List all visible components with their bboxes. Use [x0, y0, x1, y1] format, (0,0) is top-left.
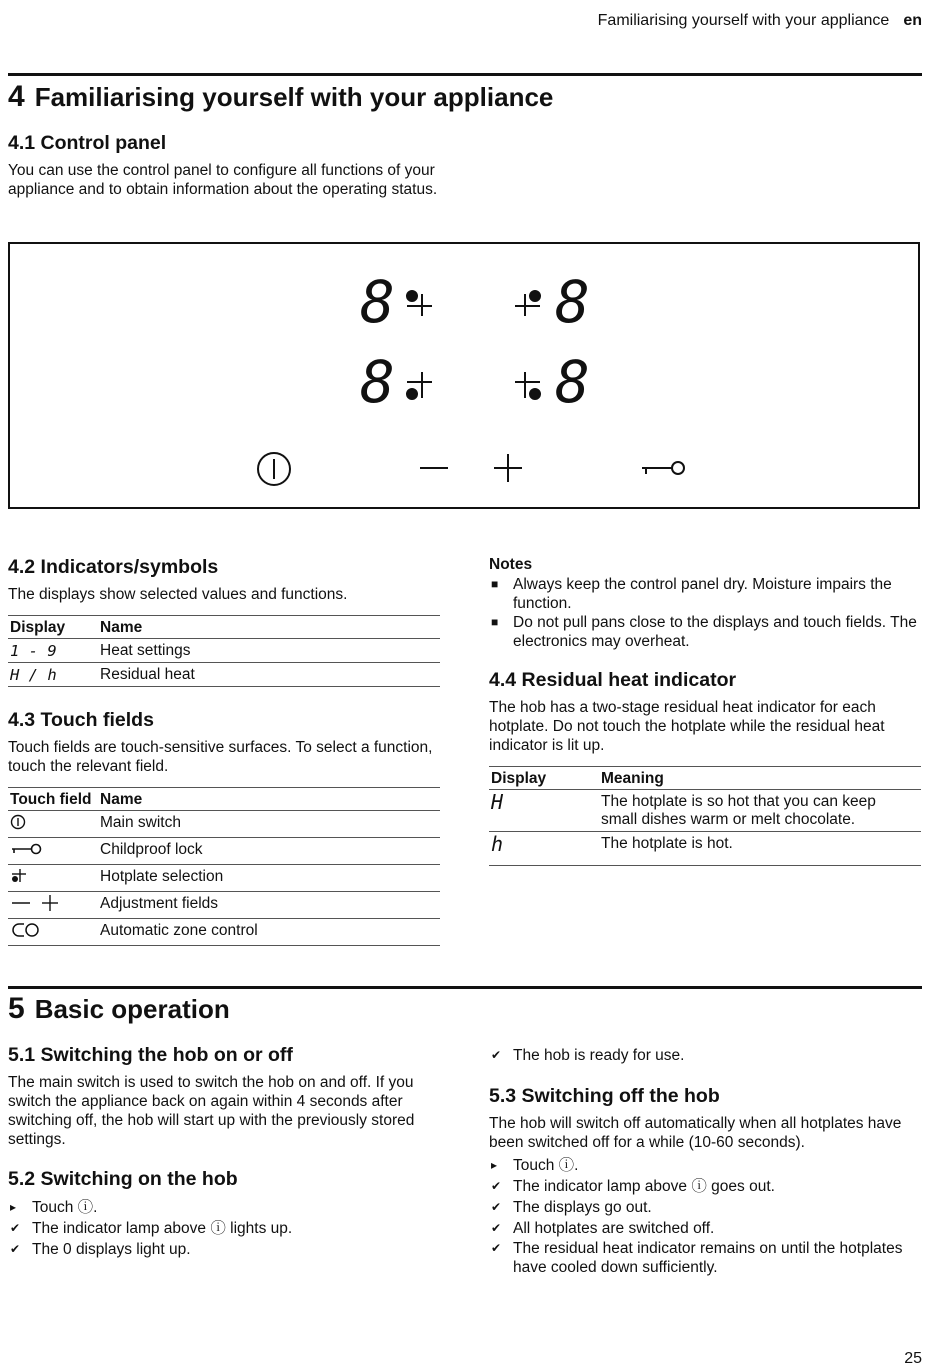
residual-heat-table	[489, 766, 921, 866]
hotplate-selection-icon	[407, 372, 432, 399]
column-header-name: Name	[98, 788, 440, 811]
result-text: The hob is ready for use.	[513, 1047, 685, 1064]
name-cell: Hotplate selection	[98, 865, 440, 892]
hotplate-selection-icon	[10, 868, 30, 884]
section-rule	[8, 73, 922, 76]
adjustment-icon	[10, 895, 62, 911]
section-number: 4	[8, 80, 25, 113]
childproof-lock-icon	[10, 841, 44, 857]
running-header-title: Familiarising yourself with your appliance	[597, 12, 890, 29]
display-digit: 8	[555, 348, 590, 416]
childproof-lock-icon	[642, 462, 684, 474]
subsection-4-4-text: The hob has a two-stage residual heat indicator for each hotplate. Do not touch the hotplate while the residual heat indicator is lit up.	[489, 699, 885, 754]
list-item	[489, 1218, 919, 1239]
step-text: Touch ⓘ.	[32, 1199, 98, 1216]
name-cell: Residual heat	[98, 663, 440, 687]
table-row	[489, 832, 921, 866]
step-text: The indicator lamp above ⓘ goes out.	[513, 1178, 775, 1195]
control-panel-illustration	[8, 242, 920, 509]
icon-cell	[8, 811, 98, 838]
checkmark-icon: ✔	[10, 1221, 21, 1235]
notes-list	[489, 575, 919, 651]
table-header-row	[489, 767, 921, 790]
hotplate-selection-icon	[515, 372, 540, 399]
step-text: All hotplates are switched off.	[513, 1220, 715, 1237]
display-digit: 8	[360, 348, 395, 416]
step-arrow-icon: ▸	[10, 1200, 17, 1214]
meaning-cell: The hotplate is so hot that you can keep small dishes warm or melt chocolate.	[599, 790, 921, 832]
section-title: Basic operation	[34, 994, 230, 1024]
step-text: The displays go out.	[513, 1199, 652, 1216]
table-row	[8, 838, 440, 865]
list-item	[489, 1046, 919, 1065]
table-row	[8, 865, 440, 892]
name-cell: Main switch	[98, 811, 440, 838]
table-row	[489, 790, 921, 832]
subsection-4-4-title: 4.4 Residual heat indicator	[489, 669, 737, 691]
step-text: The residual heat indicator remains on until the hotplates have cooled down sufficiently.	[513, 1240, 903, 1276]
control-panel-drawing	[10, 244, 918, 507]
subsection-4-2-text: The displays show selected values and functions.	[8, 586, 348, 603]
icon-cell	[8, 838, 98, 865]
square-bullet-icon: ■	[491, 577, 499, 591]
touch-fields-table	[8, 787, 440, 946]
table-row	[8, 811, 440, 838]
subsection-5-1-title: 5.1 Switching the hob on or off	[8, 1044, 293, 1066]
list-item	[489, 1239, 919, 1277]
hotplate-selection-icon	[515, 291, 540, 316]
checkmark-icon: ✔	[491, 1241, 502, 1255]
name-cell: Automatic zone control	[98, 919, 440, 946]
icon-cell	[8, 865, 98, 892]
list-item	[489, 613, 919, 651]
table-header-row	[8, 616, 440, 639]
subsection-4-3-text: Touch fields are touch-sensitive surfaces. To select a function, touch the relevant field.	[8, 739, 433, 775]
note-text: Do not pull pans close to the displays and touch fields. The electronics may overheat.	[513, 614, 917, 650]
section-title: Familiarising yourself with your appliance	[34, 82, 554, 112]
automatic-zone-icon	[10, 922, 44, 938]
subsection-4-3-title: 4.3 Touch fields	[8, 709, 154, 731]
column-header-touch-field: Touch field	[8, 788, 98, 811]
section-5-heading	[8, 992, 230, 1026]
main-switch-icon	[258, 453, 290, 485]
subsection-4-2-title: 4.2 Indicators/symbols	[8, 556, 219, 578]
main-switch-icon	[10, 814, 30, 830]
indicators-table	[8, 615, 440, 687]
step-text: The 0 displays light up.	[32, 1241, 191, 1258]
subsection-4-1-text: You can use the control panel to configure all functions of your appliance and to obtain information about the operating status.	[8, 162, 438, 198]
ready-result	[489, 1046, 919, 1065]
hotplate-selection-icon	[407, 291, 432, 316]
name-cell: Heat settings	[98, 639, 440, 663]
list-item	[8, 1218, 440, 1239]
display-cell: H / h	[8, 663, 98, 687]
display-digit: 8	[555, 268, 590, 336]
table-row	[8, 663, 440, 687]
switch-on-steps	[8, 1197, 440, 1260]
step-arrow-icon: ▸	[491, 1158, 498, 1172]
section-number: 5	[8, 992, 25, 1025]
subsection-5-2-title: 5.2 Switching on the hob	[8, 1168, 238, 1190]
section-rule	[8, 986, 922, 989]
subsection-5-3-text: The hob will switch off automatically when all hotplates have been switched off for a while (10-60 seconds).	[489, 1115, 902, 1151]
list-item	[489, 1197, 919, 1218]
running-header	[598, 12, 922, 30]
subsection-5-3-title: 5.3 Switching off the hob	[489, 1085, 720, 1107]
subsection-5-1-text: The main switch is used to switch the hob on and off. If you switch the appliance back on again within 4 seconds after switching off, the hob will start up with the previously stored settings.	[8, 1074, 415, 1148]
table-row	[8, 892, 440, 919]
name-cell: Childproof lock	[98, 838, 440, 865]
table-row	[8, 639, 440, 663]
checkmark-icon: ✔	[491, 1200, 502, 1214]
display-cell: H	[489, 790, 599, 832]
column-header-name: Name	[98, 616, 440, 639]
table-row	[8, 919, 440, 946]
display-digit: 8	[360, 268, 395, 336]
switch-off-steps	[489, 1155, 919, 1277]
list-item	[489, 1155, 919, 1176]
subsection-4-1-title: 4.1 Control panel	[8, 132, 167, 154]
checkmark-icon: ✔	[10, 1242, 21, 1256]
note-text: Always keep the control panel dry. Moisture impairs the function.	[513, 576, 892, 612]
name-cell: Adjustment fields	[98, 892, 440, 919]
list-item	[489, 575, 919, 613]
display-cell: 1 - 9	[8, 639, 98, 663]
notes-title: Notes	[489, 556, 533, 573]
page-number: 25	[904, 1350, 922, 1367]
square-bullet-icon: ■	[491, 615, 499, 629]
step-text: Touch ⓘ.	[513, 1157, 579, 1174]
checkmark-icon: ✔	[491, 1179, 502, 1193]
plus-icon	[494, 454, 522, 482]
column-header-display: Display	[489, 767, 599, 790]
icon-cell	[8, 919, 98, 946]
list-item	[8, 1239, 440, 1260]
step-text: The indicator lamp above ⓘ lights up.	[32, 1220, 293, 1237]
list-item	[489, 1176, 919, 1197]
list-item	[8, 1197, 440, 1218]
checkmark-icon: ✔	[491, 1048, 502, 1062]
column-header-meaning: Meaning	[599, 767, 921, 790]
column-header-display: Display	[8, 616, 98, 639]
checkmark-icon: ✔	[491, 1221, 502, 1235]
display-cell: h	[489, 832, 599, 866]
meaning-cell: The hotplate is hot.	[599, 832, 921, 866]
icon-cell	[8, 892, 98, 919]
table-header-row	[8, 788, 440, 811]
language-code: en	[903, 12, 922, 29]
section-4-heading	[8, 80, 553, 114]
